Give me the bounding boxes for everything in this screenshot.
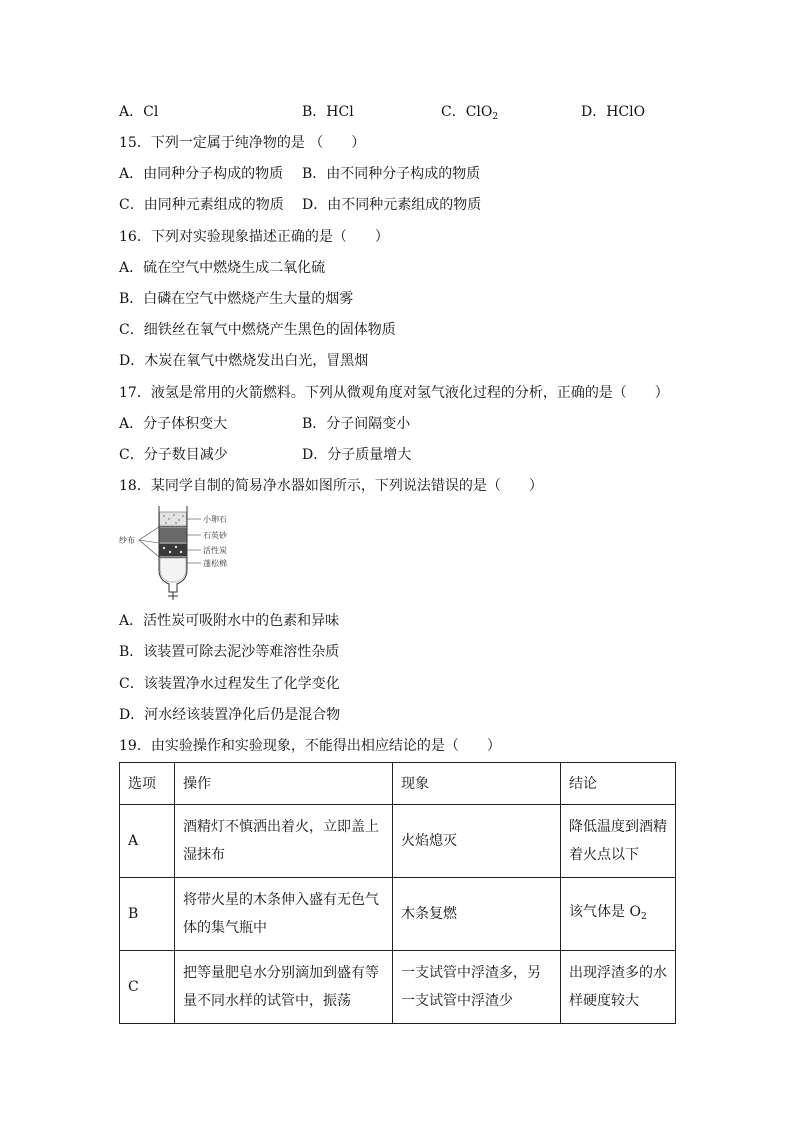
q14-option-d: D．HClO <box>581 104 646 120</box>
q17-option-b: B．分子间隔变小 <box>302 416 411 432</box>
q18-option-d: D．河水经该装置净化后仍是混合物 <box>119 707 341 723</box>
q18-option-a: A．活性炭可吸附水中的色素和异味 <box>119 613 340 629</box>
q18-stem: 18．某同学自制的简易净水器如图所示，下列说法错误的是（ ） <box>119 478 543 494</box>
cell-operation: 把等量肥皂水分别滴加到盛有等量不同水样的试管中，振荡 <box>175 951 393 1024</box>
cell-option: A <box>120 805 175 878</box>
q19-stem: 19．由实验操作和实验现象，不能得出相应结论的是（ ） <box>119 738 501 754</box>
q15-option-b: B．由不同种分子构成的物质 <box>302 166 481 182</box>
q16-option-a: A．硫在空气中燃烧生成二氧化硫 <box>119 260 326 276</box>
cotton-layer <box>160 558 186 582</box>
quartz-sand-layer <box>160 528 187 542</box>
pebble-layer <box>160 512 187 526</box>
q15-option-c: C．由同种元素组成的物质 <box>119 197 284 213</box>
table-row <box>120 951 676 1024</box>
table-row <box>120 878 676 951</box>
header-conclusion: 结论 <box>561 763 676 805</box>
q16-option-b: B．白磷在空气中燃烧产生大量的烟雾 <box>119 291 354 307</box>
cell-conclusion: 降低温度到酒精着火点以下 <box>561 805 676 878</box>
label-layer2: 石英砂 <box>203 531 227 540</box>
cell-phenomenon: 木条复燃 <box>393 878 561 951</box>
q15-option-a: A．由同种分子构成的物质 <box>119 166 284 182</box>
water-filter-figure <box>119 500 249 602</box>
q16-option-c: C．细铁丝在氧气中燃烧产生黑色的固体物质 <box>119 322 396 338</box>
gauze-pointer-1 <box>139 527 159 540</box>
q14-option-c: C．ClO$_2$ <box>441 104 499 122</box>
header-phenomenon: 现象 <box>393 763 561 805</box>
label-layer1: 小卵石 <box>203 515 227 524</box>
q16-option-d: D．木炭在氧气中燃烧发出白光，冒黑烟 <box>119 353 369 369</box>
cell-operation: 酒精灯不慎洒出着火，立即盖上湿抹布 <box>175 805 393 878</box>
q15-option-d: D．由不同种元素组成的物质 <box>302 197 482 213</box>
q14-option-a: A．Cl <box>119 104 159 120</box>
cell-phenomenon: 一支试管中浮渣多，另一支试管中浮渣少 <box>393 951 561 1024</box>
table-row <box>120 805 676 878</box>
cell-conclusion: 出现浮渣多的水样硬度较大 <box>561 951 676 1024</box>
label-layer3: 活性炭 <box>203 546 227 555</box>
q17-stem: 17．液氢是常用的火箭燃料。下列从微观角度对氢气液化过程的分析，正确的是（ ） <box>119 385 669 401</box>
q18-option-b: B．该装置可除去泥沙等难溶性杂质 <box>119 644 340 660</box>
label-layer4: 蓬松棉 <box>203 559 227 568</box>
table-header-row <box>120 763 676 805</box>
q15-stem: 15．下列一定属于纯净物的是 （ ） <box>119 135 366 151</box>
label-gauze: 纱布 <box>119 536 135 545</box>
header-operation: 操作 <box>175 763 393 805</box>
q14-option-b: B．HCl <box>302 104 354 120</box>
cell-operation: 将带火星的木条伸入盛有无色气体的集气瓶中 <box>175 878 393 951</box>
header-option: 选项 <box>120 763 175 805</box>
q17-option-c: C．分子数目减少 <box>119 447 228 463</box>
cell-option: B <box>120 878 175 951</box>
q19-table <box>119 762 676 1024</box>
q16-stem: 16．下列对实验现象描述正确的是（ ） <box>119 229 389 245</box>
cell-option: C <box>120 951 175 1024</box>
q18-option-c: C．该装置净水过程发生了化学变化 <box>119 676 340 692</box>
cell-phenomenon: 火焰熄灭 <box>393 805 561 878</box>
activated-carbon-layer <box>160 544 187 556</box>
cell-conclusion: 该气体是 $O_2$ <box>561 878 676 951</box>
q17-option-a: A．分子体积变大 <box>119 416 228 432</box>
q17-option-d: D．分子质量增大 <box>302 447 412 463</box>
